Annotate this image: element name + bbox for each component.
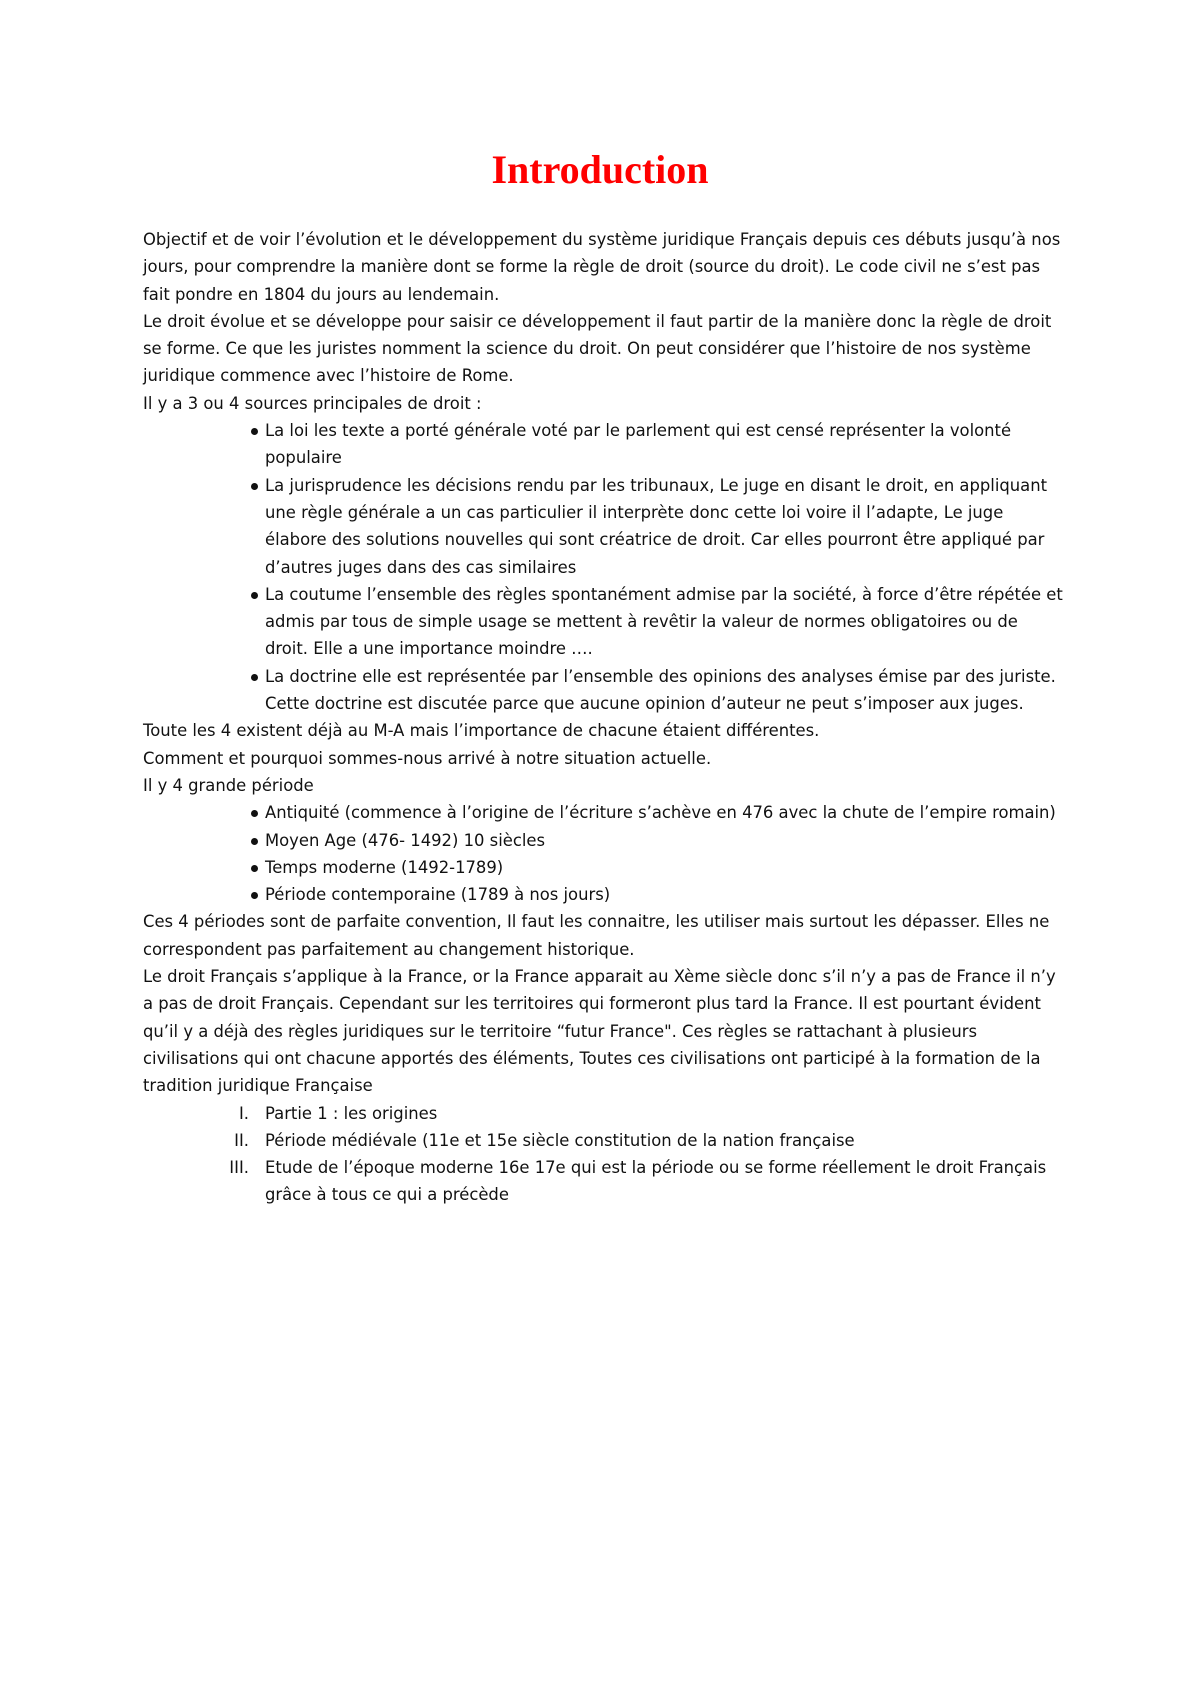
list-number: I. (238, 1103, 249, 1123)
list-item-text: Temps moderne (1492-1789) (265, 857, 504, 877)
bullet-icon (251, 838, 258, 845)
list-item-text: La doctrine elle est représentée par l’ensemble des opinions des analyses émise par des juriste. Cette doctrine est discutée parce que aucune opinion d’auteur ne peut s’imposer aux juges. (265, 666, 1056, 714)
list-item-text: La loi les texte a porté générale voté par le parlement qui est censé représenter la volonté populaire (265, 421, 1012, 468)
paragraph: Il y 4 grande période (143, 775, 314, 795)
list-item (143, 581, 1063, 663)
list-item (143, 854, 1063, 881)
document-body (143, 226, 1063, 1209)
list-item-text: Etude de l’époque moderne 16e 17e qui est la période ou se forme réellement le droit Français grâce à tous ce qui a précède (265, 1158, 1047, 1205)
list-item-text: Moyen Age (476- 1492) 10 siècles (265, 830, 546, 850)
list-item (143, 881, 1063, 908)
paragraph: Le droit évolue et se développe pour saisir ce développement il faut partir de la manière donc la règle de droit se forme. Ce que les juristes nomment la science du droit. On peut considérer que l’histoire de nos système juridique commence avec l’histoire de Rome. (143, 311, 1052, 386)
list-number: III. (229, 1158, 249, 1178)
bullet-icon (251, 592, 258, 599)
paragraph: Objectif et de voir l’évolution et le développement du système juridique Français depuis ces débuts jusqu’à nos jours, pour comprendre la manière dont se forme la règle de droit (source du droit). Le code civil ne s’est pas fait pondre en 1804 du jours au lendemain. (143, 230, 1061, 304)
list-item (143, 799, 1063, 826)
list-item-text: Période contemporaine (1789 à nos jours) (265, 885, 611, 905)
bullet-icon (251, 674, 258, 681)
paragraph: Il y a 3 ou 4 sources principales de droit : (143, 393, 482, 413)
paragraph: Ces 4 périodes sont de parfaite convention, Il faut les connaitre, les utiliser mais surtout les dépasser. Elles ne correspondent pas parfaitement au changement historique. (143, 912, 1050, 959)
list-item (143, 417, 1063, 472)
list-item-text: La coutume l’ensemble des règles spontanément admise par la société, à force d’être répétée et admis par tous de simple usage se mettent à revêtir la valeur de normes obligatoires ou de droit. Elle a une importance moindre …. (265, 584, 1063, 659)
periods-list (143, 799, 1063, 908)
bullet-icon (251, 483, 258, 490)
list-item-text: La jurisprudence les décisions rendu par les tribunaux, Le juge en disant le droit, en appliquant une règle générale a un cas particulier il interprète donc cette loi voire il l’adapte, Le juge élabore des solutions nouvelles qui sont créatrice de droit. Car elles pourront être appliqué par d’autres juges dans des cas similaires (265, 475, 1048, 577)
list-item-text: Antiquité (commence à l’origine de l’écriture s’achève en 476 avec la chute de l’empire romain) (265, 803, 1056, 823)
outline-list (143, 1100, 1063, 1209)
list-item-text: Période médiévale (11e et 15e siècle constitution de la nation française (265, 1130, 855, 1150)
list-number: II. (234, 1130, 249, 1150)
list-item (143, 827, 1063, 854)
list-item (143, 1127, 1063, 1154)
paragraph: Le droit Français s’applique à la France, or la France apparait au Xème siècle donc s’il n’y a pas de France il n’y a pas de droit Français. Cependant sur les territoires qui formeront plus tard la France. Il est pourtant évident qu’il y a déjà des règles juridiques sur le territoire “futur France". Ces règles se rattachant à plusieurs civilisations qui ont chacune apportés des éléments, Toutes ces civilisations ont participé à la formation de la tradition juridique Française (143, 967, 1056, 1096)
sources-list (143, 417, 1063, 717)
paragraph: Toute les 4 existent déjà au M-A mais l’importance de chacune étaient différentes. (143, 721, 820, 741)
list-item (143, 472, 1063, 581)
list-item (143, 1100, 1063, 1127)
list-item (143, 663, 1063, 718)
page-title: Introduction (491, 147, 709, 192)
list-item-text: Partie 1 : les origines (265, 1103, 438, 1123)
list-item (143, 1154, 1063, 1209)
paragraph: Comment et pourquoi sommes-nous arrivé à notre situation actuelle. (143, 748, 712, 768)
bullet-icon (251, 865, 258, 872)
